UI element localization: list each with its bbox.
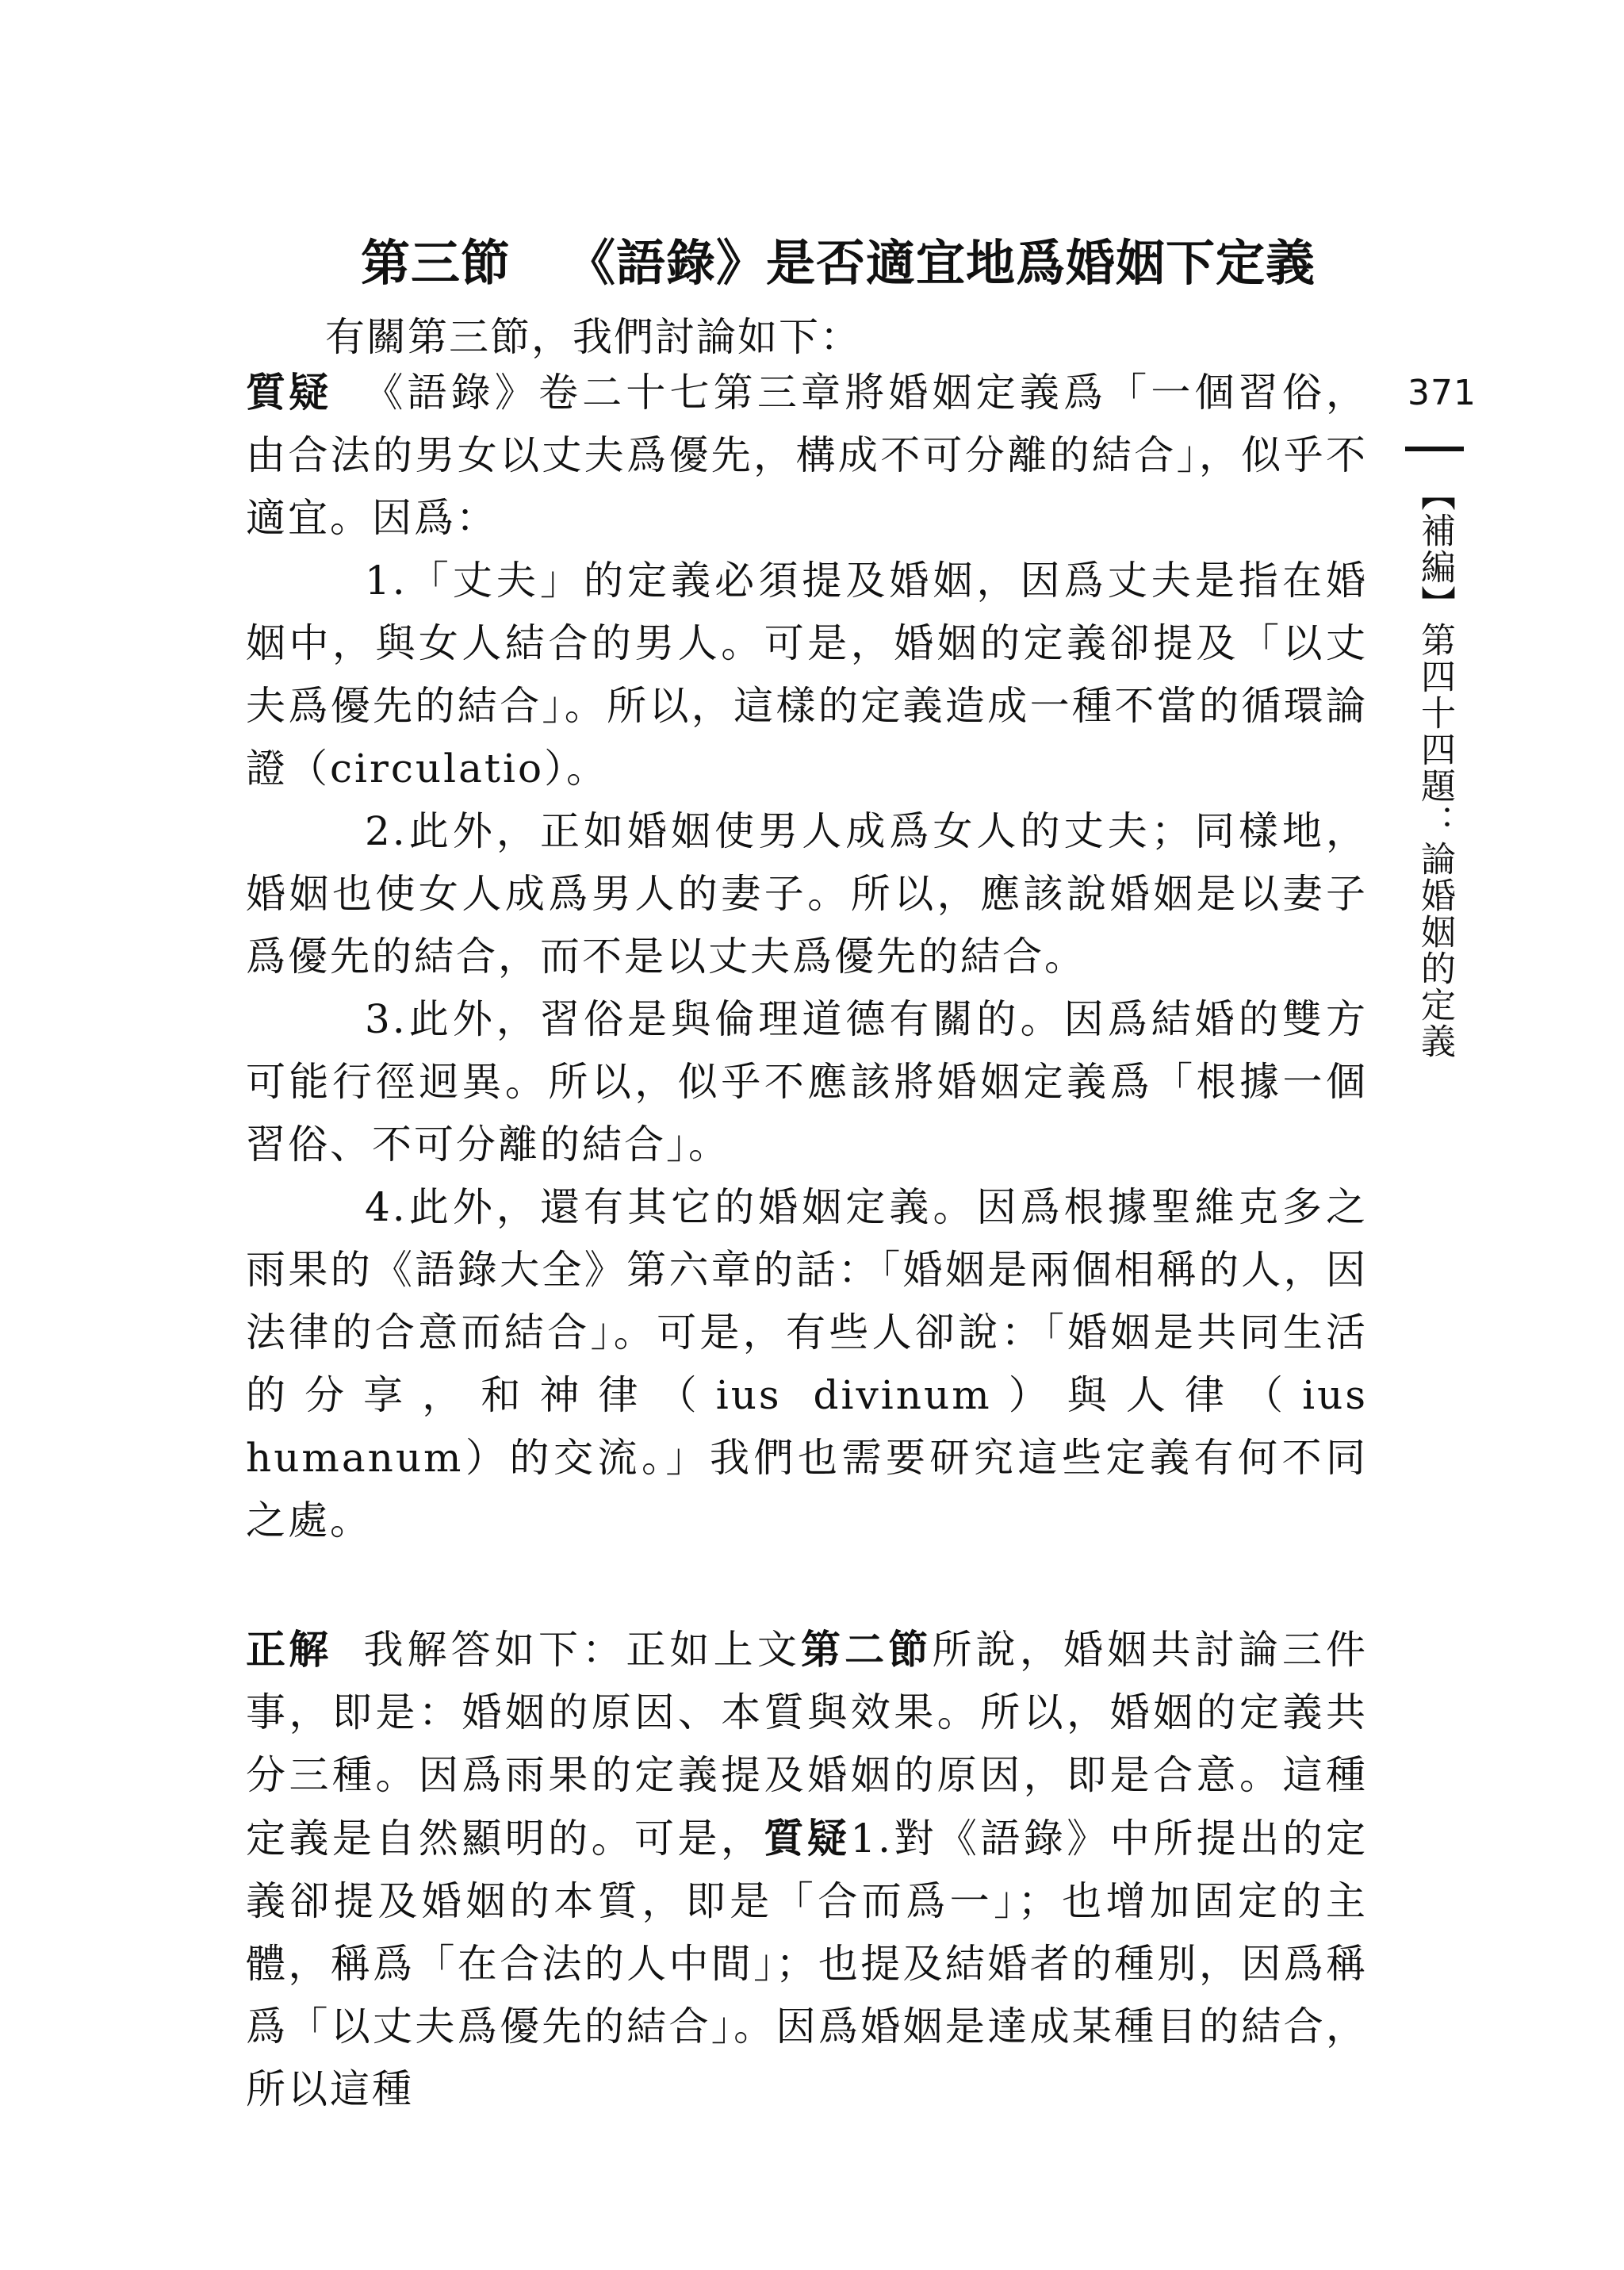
objection-3: 3.此外，習俗是與倫理道德有關的。因爲結婚的雙方可能行徑迥異。所以，似乎不應該將婚姻定義爲「根據一個習俗、不可分離的結合」。: [246, 996, 1368, 1168]
answer-ref-section: 第二節: [801, 1626, 933, 1673]
answer-ref-question: 質疑: [764, 1815, 851, 1862]
page-number: 371: [1408, 373, 1477, 413]
question-paragraph: [246, 361, 1368, 550]
objection-4: 4.此外，還有其它的婚姻定義。因爲根據聖維克多之雨果的《語錄大全》第六章的話：「婚姻是兩個相稱的人，因法律的合意而結合」。可是，有些人卻說：「婚姻是共同生活的分享，和神律（ius divinum）與人律（ius humanum）的交流。」我們也需要研究這些定義有何不同之處。: [246, 1184, 1368, 1543]
objection-2: 2.此外，正如婚姻使男人成爲女人的丈夫；同樣地，婚姻也使女人成爲男人的妻子。所以，應該說婚姻是以妻子爲優先的結合，而不是以丈夫爲優先的結合。: [246, 808, 1368, 980]
answer-block: [246, 1618, 1368, 2121]
question-text: 《語錄》卷二十七第三章將婚姻定義爲「一個習俗，由合法的男女以丈夫爲優先，構成不可分離的結合」，似乎不適宜。因爲：: [246, 370, 1369, 541]
question-label: 質疑: [246, 369, 332, 416]
answer-paragraph: [246, 1618, 1368, 2121]
objection-1: 1.「丈夫」的定義必須提及婚姻，因爲丈夫是指在婚姻中，與女人結合的男人。可是，婚姻的定義卻提及「以丈夫爲優先的結合」。所以，這樣的定義造成一種不當的循環論證（circulatio）。: [246, 558, 1368, 792]
section-number: 第三節: [361, 234, 511, 292]
question-block: [246, 361, 1368, 1552]
running-head: 【補編】第四十四題：論婚姻的定義: [1415, 476, 1455, 1060]
answer-text-3: 1.對《語錄》中所提出的定義卻提及婚姻的本質，即是「合而爲一」；也增加固定的主體，稱爲「在合法的人中間」；也提及結婚者的種別，因爲稱爲「以丈夫爲優先的結合」。因爲婚姻是達成某種目的結合，所以這種: [246, 1816, 1368, 2112]
section-title: [361, 224, 1316, 294]
section-heading: 《語錄》是否適宜地爲婚姻下定義: [566, 234, 1316, 292]
answer-text-2: 所說，婚姻共討論三件事，即是：婚姻的原因、本質與效果。所以，婚姻的定義共分三種。因爲雨果的定義提及婚姻的原因，即是合意。這種定義是自然顯明的。可是，: [246, 1627, 1369, 1862]
intro-line: 有關第三節，我們討論如下：: [325, 314, 861, 360]
answer-label: 正解: [246, 1626, 332, 1673]
answer-text-1: 我解答如下：正如上文: [363, 1627, 802, 1673]
header-rule: [1405, 447, 1464, 451]
